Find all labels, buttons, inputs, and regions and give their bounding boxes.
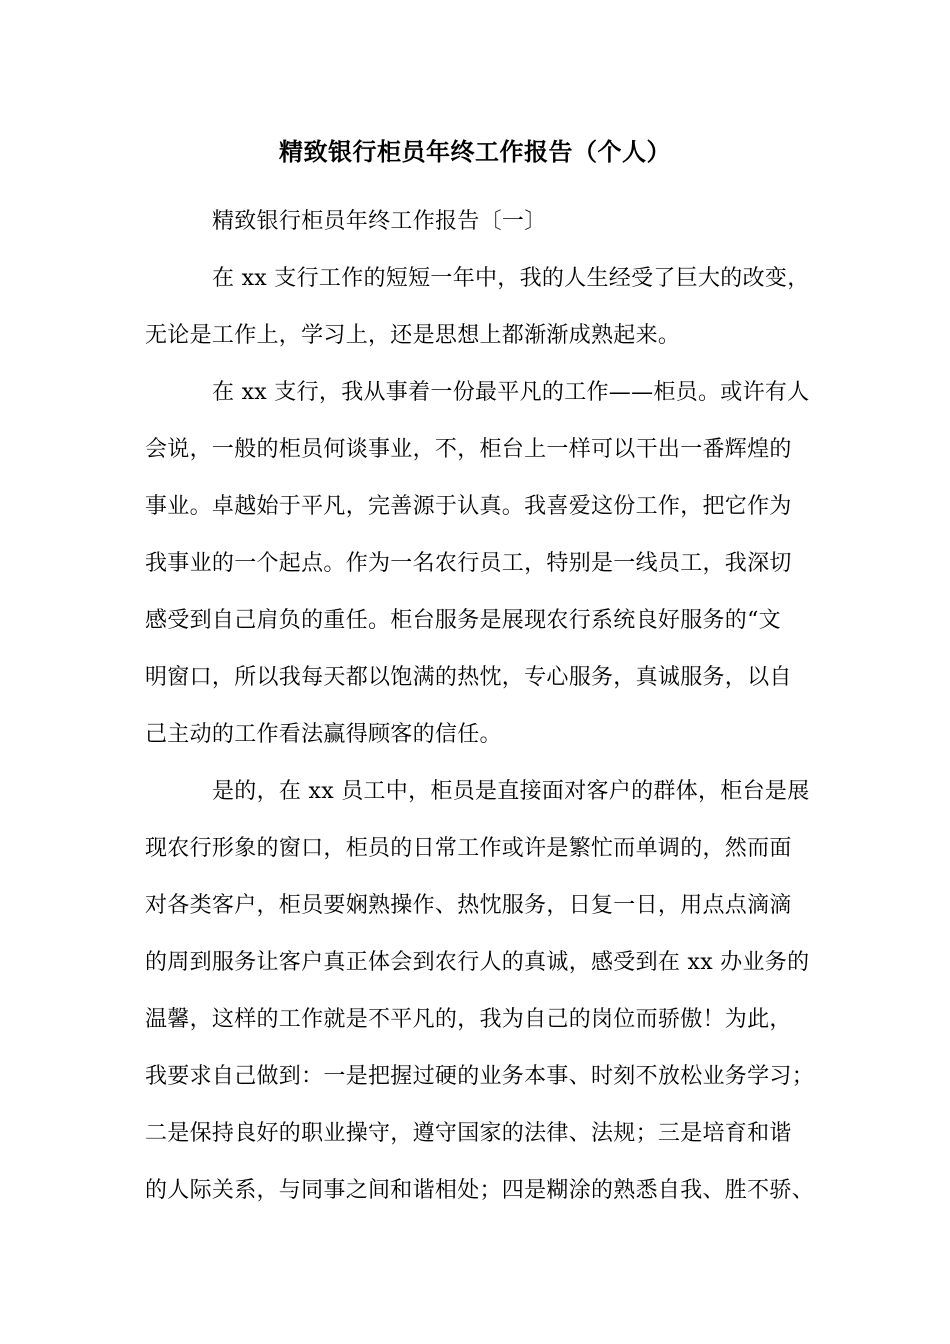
paragraph-line: 事业。卓越始于平凡，完善源于认真。我喜爱这份工作，把它作为	[145, 494, 792, 519]
paragraph-line: 明窗口，所以我每天都以饱满的热忱，专心服务，真诚服务，以自	[145, 665, 792, 690]
document-title: 精致银行柜员年终工作报告（个人）	[279, 137, 671, 166]
paragraph-line: 感受到自己肩负的重任。柜台服务是展现农行系统良好服务的“文	[145, 608, 781, 633]
paragraph-line: 我事业的一个起点。作为一名农行员工，特别是一线员工，我深切	[145, 551, 792, 576]
paragraph-line: 二是保持良好的职业操守，遵守国家的法律、法规；三是培育和谐	[145, 1121, 792, 1146]
paragraph-line: 现农行形象的窗口，柜员的日常工作或许是繁忙而单调的，然而面	[145, 836, 792, 861]
paragraph-line: 温馨，这样的工作就是不平凡的，我为自己的岗位而骄傲！为此，	[145, 1007, 792, 1032]
paragraph-line: 我要求自己做到：一是把握过硬的业务本事、时刻不放松业务学习；	[145, 1064, 815, 1089]
paragraph-line: 在 xx 支行，我从事着一份最平凡的工作——柜员。或许有人	[212, 380, 810, 405]
paragraph-line: 己主动的工作看法赢得顾客的信任。	[145, 722, 502, 747]
paragraph-line: 会说，一般的柜员何谈事业，不，柜台上一样可以干出一番辉煌的	[145, 437, 792, 462]
section-heading: 精致银行柜员年终工作报告〔一〕	[212, 209, 547, 234]
paragraph-line: 无论是工作上，学习上，还是思想上都渐渐成熟起来。	[145, 323, 681, 348]
paragraph-line: 的周到服务让客户真正体会到农行人的真诚，感受到在 xx 办业务的	[145, 950, 810, 975]
paragraph-line: 在 xx 支行工作的短短一年中，我的人生经受了巨大的改变，	[212, 266, 810, 291]
paragraph-line: 的人际关系，与同事之间和谐相处；四是糊涂的熟悉自我、胜不骄、	[145, 1178, 815, 1203]
paragraph-line: 对各类客户，柜员要娴熟操作、热忱服务，日复一日，用点点滴滴	[145, 893, 792, 918]
paragraph-line: 是的，在 xx 员工中，柜员是直接面对客户的群体，柜台是展	[212, 779, 810, 804]
